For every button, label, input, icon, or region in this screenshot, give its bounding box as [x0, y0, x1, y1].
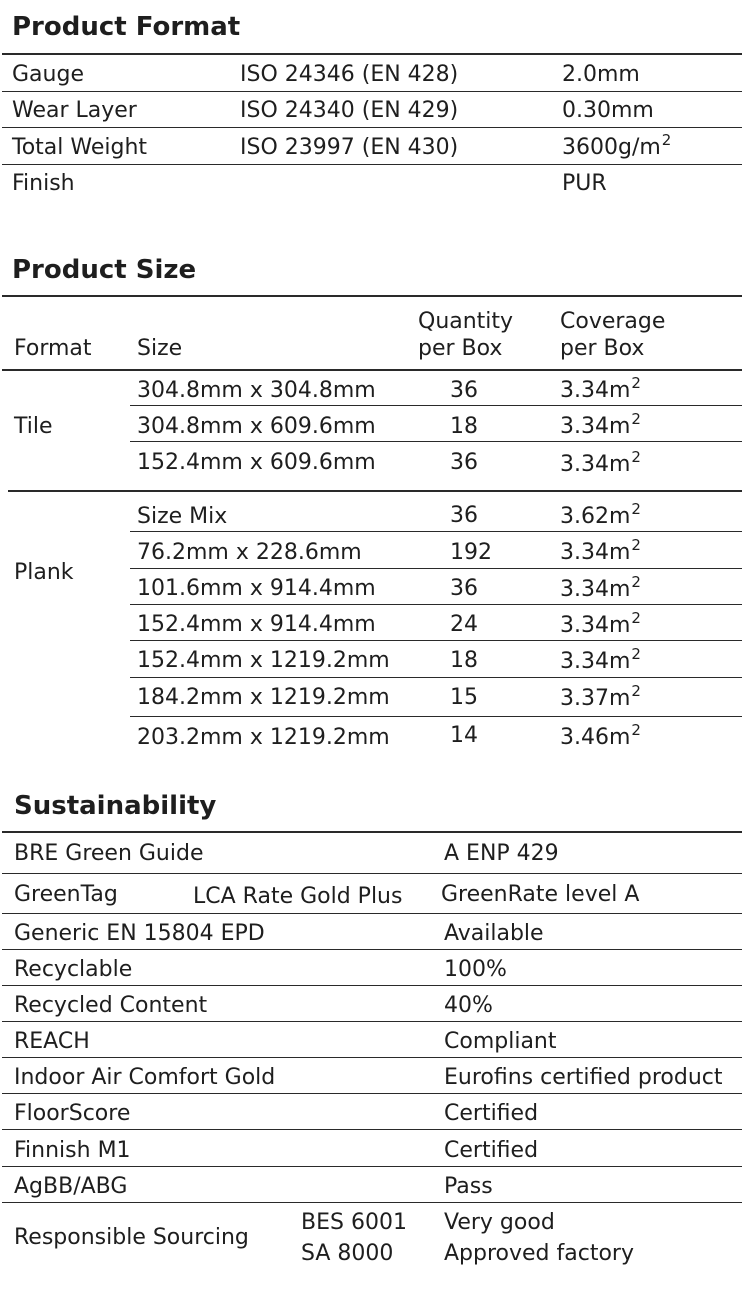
superscript: 2: [661, 131, 672, 149]
divider: [2, 53, 742, 55]
format-value: PUR: [562, 171, 607, 196]
coverage-cell: [560, 448, 641, 479]
coverage-value: 3.34m: [560, 540, 631, 565]
coverage-value: 3.34m: [560, 613, 631, 638]
divider: [130, 405, 742, 406]
size-cell: 152.4mm x 609.6mm: [137, 450, 376, 475]
superscript: 2: [631, 645, 641, 663]
coverage-cell: [560, 374, 641, 405]
coverage-value: 3.37m: [560, 686, 631, 711]
divider: [130, 716, 742, 717]
header-size: Size: [137, 336, 183, 361]
size-cell: 152.4mm x 1219.2mm: [137, 648, 390, 673]
divider: [130, 531, 742, 532]
divider: [2, 369, 742, 371]
format-standard: ISO 23997 (EN 430): [240, 135, 459, 160]
coverage-value: 3.46m: [560, 725, 631, 750]
sustain-name: GreenTag: [14, 882, 118, 907]
format-label-plank: Plank: [14, 560, 74, 585]
divider: [130, 568, 742, 569]
divider: [2, 1202, 742, 1203]
coverage-value: 3.62m: [560, 504, 631, 529]
divider: [2, 1057, 742, 1058]
size-cell: 101.6mm x 914.4mm: [137, 576, 376, 601]
divider: [2, 1093, 742, 1094]
superscript: 2: [631, 536, 641, 554]
qty-cell: 18: [450, 414, 478, 439]
format-standard: ISO 24346 (EN 428): [240, 62, 459, 87]
sustain-value: Certified: [444, 1101, 539, 1126]
sustain-mid: LCA Rate Gold Plus: [193, 884, 403, 909]
divider: [2, 295, 742, 297]
divider: [2, 1129, 742, 1130]
qty-cell: 36: [450, 378, 478, 403]
divider: [2, 164, 742, 165]
divider: [2, 985, 742, 986]
format-name: Gauge: [12, 62, 84, 87]
format-standard: ISO 24340 (EN 429): [240, 98, 459, 123]
qty-cell: 18: [450, 648, 478, 673]
divider: [2, 1166, 742, 1167]
format-value: 0.30mm: [562, 98, 654, 123]
size-cell: Size Mix: [137, 504, 228, 529]
qty-cell: 36: [450, 450, 478, 475]
coverage-value: 3.34m: [560, 452, 631, 477]
qty-cell: 15: [450, 685, 478, 710]
coverage-value: 3.34m: [560, 649, 631, 674]
sustain-name: Indoor Air Comfort Gold: [14, 1065, 276, 1090]
sustain-value: A ENP 429: [444, 841, 559, 866]
sustain-name: Finnish M1: [14, 1138, 131, 1163]
header-coverage-sub: per Box: [560, 336, 645, 361]
size-cell: 76.2mm x 228.6mm: [137, 540, 362, 565]
size-cell: 203.2mm x 1219.2mm: [137, 725, 390, 750]
superscript: 2: [631, 721, 641, 739]
coverage-cell: [560, 536, 641, 567]
sustain-name: Responsible Sourcing: [14, 1225, 249, 1250]
coverage-cell: [560, 410, 641, 441]
divider: [2, 873, 742, 874]
divider: [130, 604, 742, 605]
sustain-name: FloorScore: [14, 1101, 131, 1126]
divider: [2, 913, 742, 914]
section-title-product-size: Product Size: [12, 255, 197, 285]
sustain-value: 40%: [444, 993, 493, 1018]
qty-cell: 192: [450, 540, 492, 565]
qty-cell: 14: [450, 723, 478, 748]
superscript: 2: [631, 410, 641, 428]
coverage-cell: [560, 682, 641, 713]
divider: [8, 490, 742, 492]
coverage-cell: [560, 573, 641, 604]
sustain-value: Pass: [444, 1174, 493, 1199]
sustain-name: AgBB/ABG: [14, 1174, 128, 1199]
sourcing-standard: BES 6001: [301, 1210, 407, 1235]
coverage-value: 3.34m: [560, 378, 631, 403]
coverage-cell: [560, 500, 641, 531]
divider: [2, 949, 742, 950]
sustain-name: Generic EN 15804 EPD: [14, 921, 265, 946]
divider: [2, 91, 742, 92]
superscript: 2: [631, 609, 641, 627]
sourcing-standard: SA 8000: [301, 1241, 394, 1266]
sustain-value: Compliant: [444, 1029, 557, 1054]
sustain-value: 100%: [444, 957, 507, 982]
size-cell: 304.8mm x 609.6mm: [137, 414, 376, 439]
sustain-value: Eurofins certified product: [444, 1065, 723, 1090]
format-name: Wear Layer: [12, 98, 137, 123]
format-value: 2.0mm: [562, 62, 640, 87]
size-cell: 152.4mm x 914.4mm: [137, 612, 376, 637]
divider: [130, 640, 742, 641]
section-title-sustainability: Sustainability: [14, 791, 217, 821]
format-value-text: 3600g/m: [562, 135, 661, 160]
format-label-tile: Tile: [14, 414, 53, 439]
format-value: [562, 131, 672, 162]
sustain-name: Recyclable: [14, 957, 133, 982]
divider: [2, 127, 742, 128]
sustain-name: Recycled Content: [14, 993, 208, 1018]
divider: [130, 677, 742, 678]
sustain-value: Certified: [444, 1138, 539, 1163]
coverage-value: 3.34m: [560, 414, 631, 439]
size-cell: 184.2mm x 1219.2mm: [137, 685, 390, 710]
qty-cell: 24: [450, 612, 478, 637]
sustain-value: Available: [444, 921, 544, 946]
qty-cell: 36: [450, 576, 478, 601]
size-cell: 304.8mm x 304.8mm: [137, 378, 376, 403]
divider: [2, 1021, 742, 1022]
qty-cell: 36: [450, 503, 478, 528]
coverage-value: 3.34m: [560, 577, 631, 602]
format-name: Finish: [12, 171, 75, 196]
header-quantity-sub: per Box: [418, 336, 503, 361]
superscript: 2: [631, 448, 641, 466]
header-quantity: Quantity: [418, 309, 514, 334]
sustain-name: BRE Green Guide: [14, 841, 204, 866]
coverage-cell: [560, 721, 641, 752]
coverage-cell: [560, 609, 641, 640]
header-format: Format: [14, 336, 92, 361]
sustain-value: GreenRate level A: [441, 882, 640, 907]
format-name: Total Weight: [12, 135, 148, 160]
sustain-name: REACH: [14, 1029, 90, 1054]
divider: [2, 831, 742, 833]
header-coverage: Coverage: [560, 309, 666, 334]
divider: [130, 441, 742, 442]
superscript: 2: [631, 682, 641, 700]
section-title-product-format: Product Format: [12, 12, 241, 42]
sustain-value: Very good: [444, 1210, 555, 1235]
sustain-value: Approved factory: [444, 1241, 634, 1266]
superscript: 2: [631, 374, 641, 392]
superscript: 2: [631, 500, 641, 518]
superscript: 2: [631, 573, 641, 591]
coverage-cell: [560, 645, 641, 676]
